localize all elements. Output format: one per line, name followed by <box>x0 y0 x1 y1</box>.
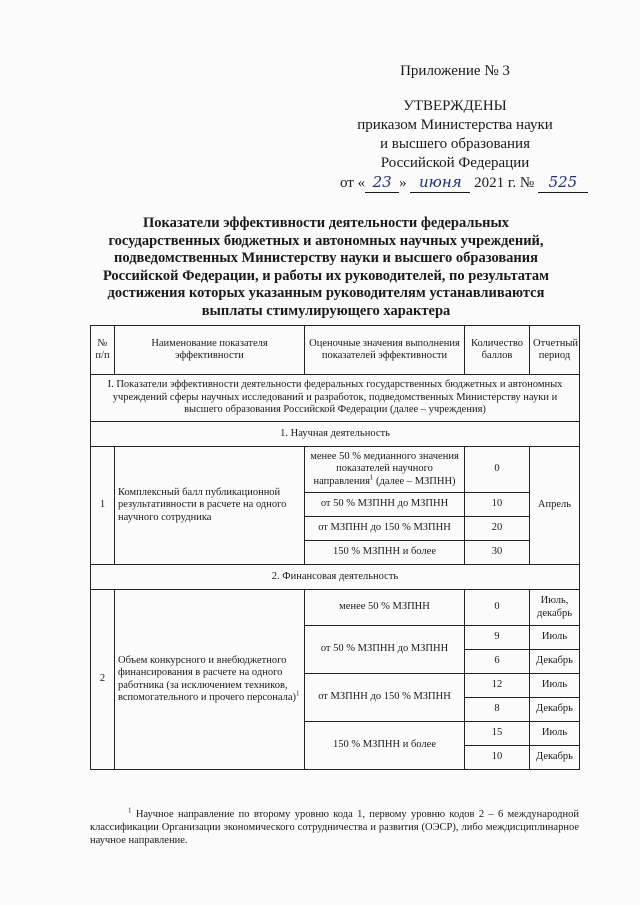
order-number-handwritten: 525 <box>538 173 588 193</box>
header-points: Количество баллов <box>465 326 530 375</box>
order-year-text: 2021 г. № <box>474 175 535 191</box>
header-period: Отчетный период <box>530 326 580 375</box>
value-cell: от МЗПНН до 150 % МЗПНН <box>305 674 465 722</box>
value-cell: от МЗПНН до 150 % МЗПНН <box>305 517 465 541</box>
value-cell: от 50 % МЗПНН до МЗПНН <box>305 626 465 674</box>
order-day-handwritten: 23 <box>365 173 399 193</box>
period-cell: Декабрь <box>530 746 580 770</box>
footnote-ref: 1 <box>369 473 374 482</box>
section-title: I. Показатели эффективности деятельности федеральных государственных бюджетных и автономных учреждений сферы научных исследований и разработок, подведомственных Министерству науки и высшего образования Российской Федерации (далее – учреждения) <box>91 375 580 422</box>
header-values: Оценочные значения выполнения показателей эффективности <box>305 326 465 375</box>
points-cell: 0 <box>465 447 530 493</box>
period-cell: Декабрь <box>530 698 580 722</box>
period-cell: Июль, декабрь <box>530 590 580 626</box>
order-from-prefix: от « <box>340 175 366 191</box>
period-cell: Декабрь <box>530 650 580 674</box>
value-text: (далее – МЗПНН) <box>373 475 456 487</box>
value-cell: 150 % МЗПНН и более <box>305 541 465 565</box>
value-cell: менее 50 % МЗПНН <box>305 590 465 626</box>
indicators-table <box>90 325 580 770</box>
approval-block <box>340 62 578 193</box>
points-cell: 30 <box>465 541 530 565</box>
subsection-title: 2. Финансовая деятельность <box>91 565 580 590</box>
points-cell: 10 <box>465 493 530 517</box>
indicator-name-text: Объем конкурсного и внебюджетного финансирования в расчете на одного работника (за исключением техников, вспомогательного и прочего персонала) <box>118 654 297 703</box>
indicator-name <box>115 590 305 770</box>
footnote-marker: 1 <box>128 806 132 815</box>
points-cell: 9 <box>465 626 530 650</box>
header-indicator-name: Наименование показателя эффективности <box>115 326 305 375</box>
footnote-ref: 1 <box>296 689 300 698</box>
approval-line: Российской Федерации <box>380 155 530 171</box>
approval-line: и высшего образования <box>380 136 530 152</box>
points-cell: 6 <box>465 650 530 674</box>
table-row <box>91 447 580 493</box>
footnote-body: Научное направление по второму уровню кода 1, первому уровню кодов 2 – 6 международной классификации Организации экономического сотрудничества и развития (ОЭСР), либо междисциплинарное научное направление. <box>90 809 579 846</box>
subsection-row <box>91 422 580 447</box>
points-cell: 20 <box>465 517 530 541</box>
approval-line: приказом Министерства науки <box>357 117 553 133</box>
period-cell: Июль <box>530 626 580 650</box>
row-number: 1 <box>91 447 115 565</box>
indicator-name: Комплексный балл публикационной результативности в расчете на одного научного сотрудника <box>115 447 305 565</box>
period-cell: Июль <box>530 722 580 746</box>
section-row <box>91 375 580 422</box>
quote-close: » <box>399 175 407 191</box>
points-cell: 10 <box>465 746 530 770</box>
points-cell: 8 <box>465 698 530 722</box>
header-number: № п/п <box>91 326 115 375</box>
appendix-label: Приложение № 3 <box>400 63 510 79</box>
approved-label: УТВЕРЖДЕНЫ <box>403 98 507 114</box>
footnote-text <box>90 808 579 847</box>
points-cell: 0 <box>465 590 530 626</box>
table-header-row <box>91 326 580 375</box>
order-month-handwritten: июня <box>410 173 470 193</box>
value-cell: от 50 % МЗПНН до МЗПНН <box>305 493 465 517</box>
value-cell <box>305 447 465 493</box>
period-cell: Июль <box>530 674 580 698</box>
period-cell: Апрель <box>530 447 580 565</box>
footnote <box>90 808 579 847</box>
row-number: 2 <box>91 590 115 770</box>
value-cell: 150 % МЗПНН и более <box>305 722 465 770</box>
subsection-row <box>91 565 580 590</box>
table-row <box>91 590 580 626</box>
document-title: Показатели эффективности деятельности федеральных государственных бюджетных и автономных научных учреждений, подведомственных Министерству науки и высшего образования Российской Федерации, и работы их руководителей, по результатам достижения которых указанным руководителям устанавливаются выплаты стимулирующего характера <box>102 215 550 319</box>
points-cell: 15 <box>465 722 530 746</box>
points-cell: 12 <box>465 674 530 698</box>
order-date-line <box>340 173 578 193</box>
subsection-title: 1. Научная деятельность <box>91 422 580 447</box>
value-text: менее 50 % медианного значения показателей научного направления <box>310 450 459 487</box>
